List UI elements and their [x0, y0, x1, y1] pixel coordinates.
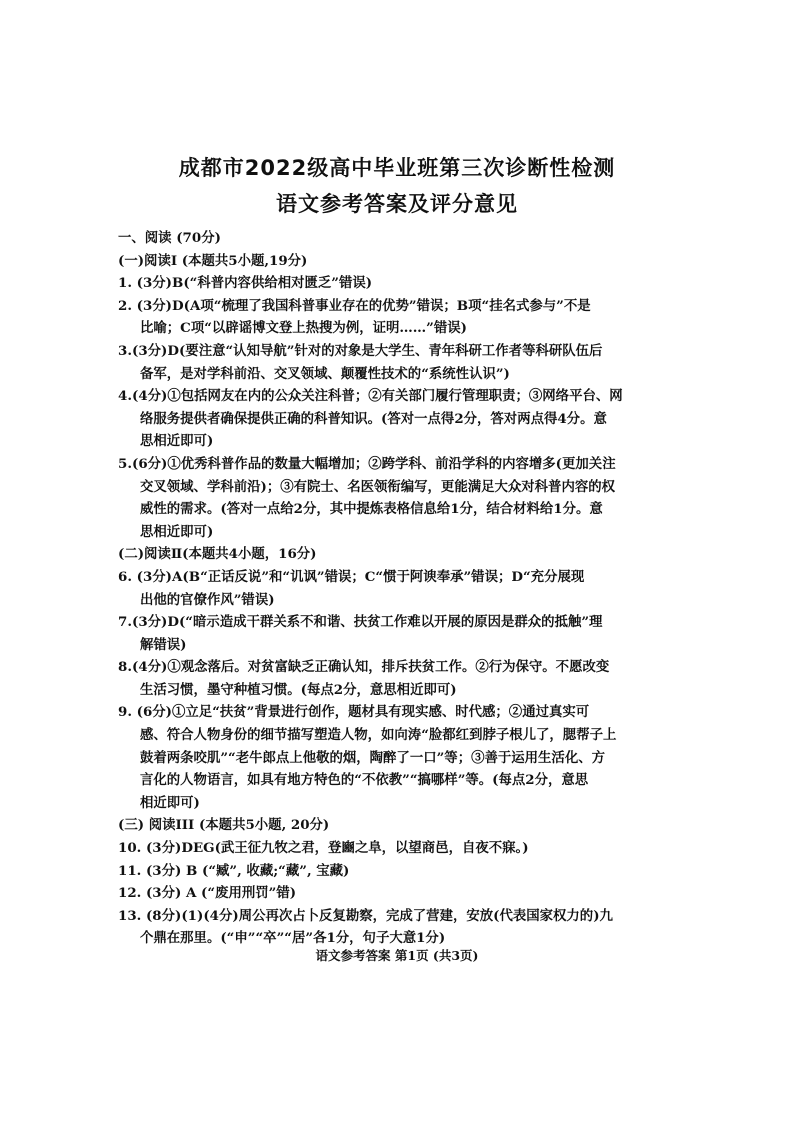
text-line: 出他的官僚作风”错误) — [140, 591, 275, 608]
text-line: 感、符合人物身份的细节描写塑造人物，如向涛“脸都红到脖子根儿了，腮帮子上 — [140, 727, 617, 744]
text-line: 相近即可) — [140, 794, 200, 811]
text-line: 11. (3分) B (“臧”, 收藏;“藏”, 宝藏) — [118, 862, 350, 879]
text-line: (二)阅读Ⅱ(本题共4小题，16分) — [118, 546, 317, 563]
text-line: 9. (6分)①立足“扶贫”背景进行创作，题材具有现实感、时代感；②通过真实可 — [118, 704, 590, 721]
text-line: (三) 阅读III (本题共5小题, 20分) — [118, 817, 330, 834]
text-line: 生活习惯，墨守种植习惯。(每点2分，意思相近即可) — [140, 681, 457, 698]
document-title: 成都市2022级高中毕业班第三次诊断性检测 — [178, 156, 616, 180]
text-line: 3.(3分)D(要注意“认知导航”针对的对象是大学生、青年科研工作者等科研队伍后 — [118, 342, 603, 359]
text-line: 10. (3分)DEG(武王征九牧之君，登豳之阜，以望商邑，自夜不寐。) — [118, 840, 529, 857]
text-line: 备军，是对学科前沿、交叉领域、颠覆性技术的“系统性认识”) — [140, 365, 510, 382]
text-line: 思相近即可) — [140, 433, 214, 450]
text-line: 7.(3分)D(“暗示造成干群关系不和谐、扶贫工作难以开展的原因是群众的抵触”理 — [118, 614, 603, 631]
text-line: 鼓着两条咬肌”“老牛郎点上他敬的烟，陶醉了一口”等；③善于运用生活化、方 — [140, 749, 605, 766]
text-line: 5.(6分)①优秀科普作品的数量大幅增加；②跨学科、前沿学科的内容增多(更加关注 — [118, 455, 616, 472]
text-line: 交叉领域、学科前沿)；③有院士、名医领衔编写，更能满足大众对科普内容的权 — [140, 478, 616, 495]
page-footer: 语文参考答案 第1页 (共3页) — [315, 948, 479, 963]
text-line: 12. (3分) A (“废用刑罚”错) — [118, 885, 297, 902]
text-line: 2. (3分)D(A项“梳理了我国科普事业存在的优势”错误；B项“挂名式参与”不是 — [118, 297, 591, 314]
text-line: 比喻；C项“以辟谣博文登上热搜为例，证明……”错误) — [140, 320, 467, 337]
text-line: 13. (8分)(1)(4分)周公再次占卜反复勘察，完成了营建，安放(代表国家权力的)九 — [118, 907, 613, 924]
text-line: 络服务提供者确保提供正确的科普知识。(答对一点得2分，答对两点得4分。意 — [140, 410, 607, 427]
text-line: 6. (3分)A(B“正话反说”和“讥讽”错误；C“惯于阿谀奉承”错误；D“充分展现 — [118, 568, 585, 585]
text-line: 言化的人物语言，如具有地方特色的“不依教”“搞哪样”等。(每点2分，意思 — [140, 772, 589, 789]
text-line: 解错误) — [140, 636, 187, 653]
text-line: 8.(4分)①观念落后。对贫富缺乏正确认知，排斥扶贫工作。②行为保守。不愿改变 — [118, 659, 610, 676]
text-line: 思相近即可) — [140, 523, 214, 540]
text-line: 4.(4分)①包括网友在内的公众关注科普；②有关部门履行管理职责；③网络平台、网 — [118, 388, 623, 405]
text-line: (一)阅读Ⅰ (本题共5小题,19分) — [118, 252, 308, 269]
text-line: 威性的需求。(答对一点给2分，其中提炼表格信息给1分，结合材料给1分。意 — [140, 501, 603, 518]
document-subtitle: 语文参考答案及评分意见 — [276, 192, 518, 216]
text-line: 个鼎在那里。(“申”“卒”“居”各1分，句子大意1分) — [140, 930, 446, 947]
text-line: 1. (3分)B(“科普内容供给相对匮乏”错误) — [118, 275, 373, 292]
text-line: 一、阅读 (70分) — [118, 230, 221, 246]
answer-body — [118, 227, 688, 950]
